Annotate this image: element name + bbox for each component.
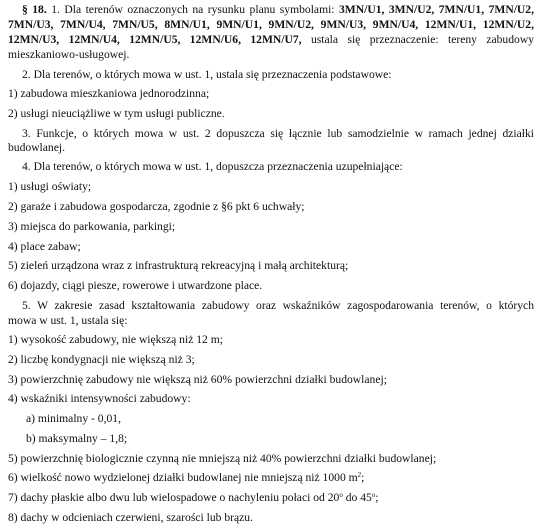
paragraph-2: 2. Dla terenów, o których mowa w ust. 1, ustala się przeznaczenia podstawowe: <box>22 68 392 81</box>
paragraph-4: 4. Dla terenów, o których mowa w ust. 1, dopuszcza przeznaczenia uzupełniające: <box>22 160 403 173</box>
list-item-p5-7-text: 7) dachy płaskie albo dwu lub wielospadowe o nachyleniu połaci od 20 <box>8 491 340 504</box>
section-18-line-3 <box>8 33 534 47</box>
list-item-p5-1: 1) wysokość zabudowy, nie większą niż 12 m; <box>8 333 223 346</box>
superscript-degree-1: o <box>339 491 343 499</box>
superscript-square: 2 <box>357 471 362 479</box>
list-item-p5-6 <box>8 471 364 485</box>
section-symbols-3: 12MN/U3, 12MN/U4, 12MN/U5, 12MN/U6, 12MN/U7, <box>8 33 302 46</box>
list-item-p5-4b: b) maksymalny – 1,8; <box>26 432 128 445</box>
paragraph-5-line-2: mowa w ust. 1, ustala się: <box>8 314 128 327</box>
section-symbols-2: 7MN/U3, 7MN/U4, 7MN/U5, 8MN/U1, 9MN/U1, 9MN/U2, 9MN/U3, 9MN/U4, 12MN/U1, 12MN/U2, <box>8 18 534 31</box>
paragraph-3-line-1: 3. Funkcje, o których mowa w ust. 2 dopuszcza się łącznie lub samodzielnie w ramach jednej działki <box>22 127 534 140</box>
list-item-p5-6-text: 6) wielkość nowo wydzielonej działki budowlanej nie mniejszą niż 1000 m <box>8 471 358 484</box>
superscript-degree-2: o <box>371 491 376 499</box>
paragraph-3-line-2: budowlanej. <box>8 141 65 154</box>
list-item-p5-7-end: ; <box>375 491 379 504</box>
list-item-p4-6: 6) dojazdy, ciągi piesze, rowerowe i utwardzone place. <box>8 279 263 292</box>
section-18-line-1 <box>22 3 534 17</box>
list-item-p5-6-end: ; <box>361 471 365 484</box>
list-item-p2-1: 1) zabudowa mieszkaniowa jednorodzinna; <box>8 87 210 100</box>
list-item-p4-5: 5) zieleń urządzona wraz z infrastrukturą rekreacyjną i małą architekturą; <box>8 259 349 272</box>
list-item-p4-1: 1) usługi oświaty; <box>8 180 92 193</box>
list-item-p5-7 <box>8 491 379 505</box>
section-18-line-4: mieszkaniowo-usługowej. <box>8 48 130 61</box>
list-item-p4-3: 3) miejsca do parkowania, parkingi; <box>8 220 176 233</box>
list-item-p5-5: 5) powierzchnię biologicznie czynną nie mniejszą niż 40% powierzchni działki budowlanej; <box>8 452 437 465</box>
list-item-p5-2: 2) liczbę kondygnacji nie większą niż 3; <box>8 353 195 366</box>
list-item-p5-4a: a) minimalny - 0,01, <box>26 412 121 425</box>
list-item-p4-4: 4) place zabaw; <box>8 240 81 253</box>
paragraph-5-line-1: 5. W zakresie zasad kształtowania zabudowy oraz wskaźników zagospodarowania terenów, o których <box>22 299 534 312</box>
list-item-p5-4: 4) wskaźniki intensywności zabudowy: <box>8 392 191 405</box>
section-symbols-1: 3MN/U1, 3MN/U2, 7MN/U1, 7MN/U2, <box>339 3 534 16</box>
list-item-p5-7-mid: do 45 <box>342 491 372 504</box>
list-item-p4-2: 2) garaże i zabudowa gospodarcza, zgodnie z §6 pkt 6 uchwały; <box>8 200 305 213</box>
section-intro-continuation: ustala się przeznaczenie: tereny zabudowy <box>311 33 534 46</box>
section-number: § 18. <box>22 3 47 16</box>
list-item-p5-8: 8) dachy w odcieniach czerwieni, szarości lub brązu. <box>8 511 253 524</box>
section-18-line-2 <box>8 18 534 32</box>
list-item-p5-3: 3) powierzchnię zabudowy nie większą niż 60% powierzchni działki budowlanej; <box>8 373 387 386</box>
section-intro-text: 1. Dla terenów oznaczonych na rysunku planu symbolami: <box>51 3 335 16</box>
list-item-p2-2: 2) usługi nieuciążliwe w tym usługi publiczne. <box>8 107 225 120</box>
